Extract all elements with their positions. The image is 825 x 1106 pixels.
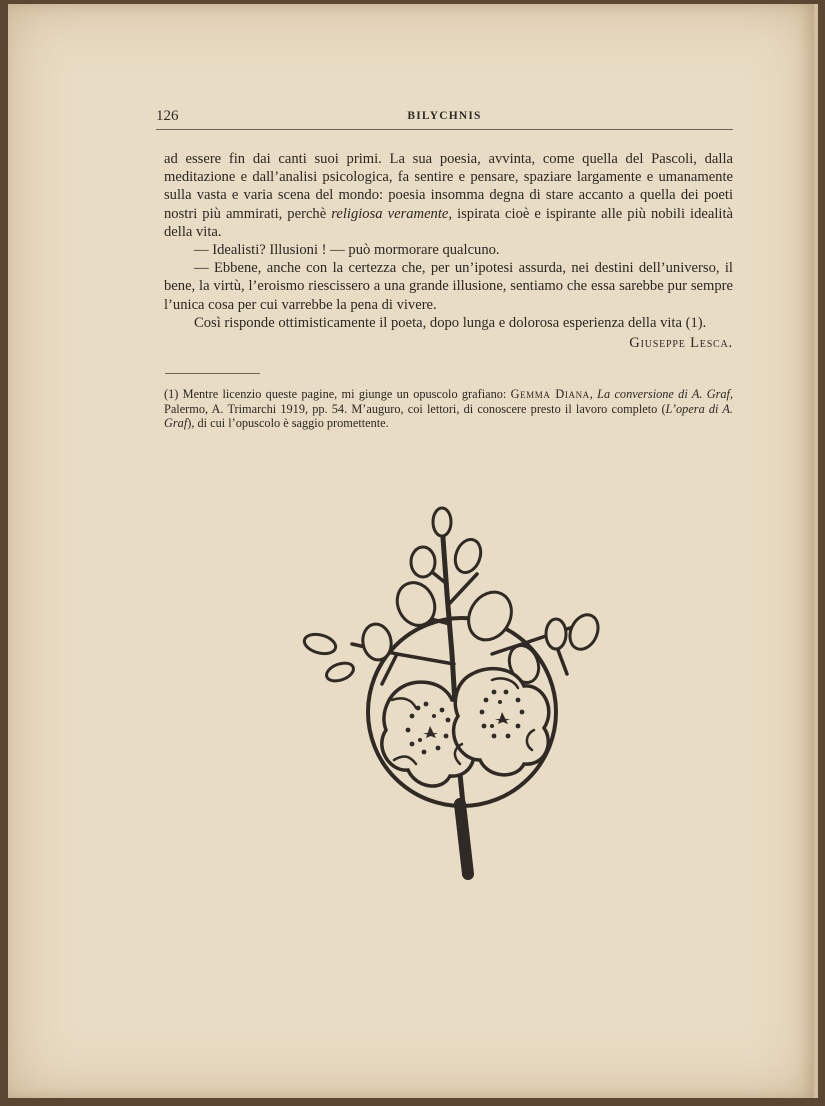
paragraph-4: Così risponde ottimisticamente il poeta, dopo lunga e dolorosa esperienza della vita (1). <box>194 314 707 331</box>
footnote-text-1: (1) Mentre licenzio queste pagine, mi giunge un opuscolo grafiano: <box>164 387 511 401</box>
author-signature: Giuseppe Lesca. <box>629 335 733 352</box>
header-rule <box>156 129 733 130</box>
page-header <box>156 108 733 128</box>
page-number: 126 <box>156 108 179 124</box>
blossom-branch-icon <box>292 504 612 884</box>
paragraph-2: — Idealisti? Illusioni ! — può mormorare qualcuno. <box>194 242 500 259</box>
paragraph-1-text: ad essere fin dai canti suoi primi. La sua poesia, avvinta, come quella del Pascoli, dalla meditazione e dall’analisi psicologica, fa sentire e pensare, spaziare largamente e umanamente sulla vasta e varia scena del mondo: poesia insomma degna di stare accanto a quella dei poeti nostri più ammirati, perchè <box>164 151 733 222</box>
footnote <box>164 387 733 431</box>
paragraph-3: — Ebbene, anche con la certezza che, per un’ipotesi assurda, nei destini dell’universo, il bene, la virtù, l’eroismo riescissero a una grande illusione, sentiamo che essa sarebbe pur sempre l’unica cosa per cui varrebbe la pena di vivere. <box>164 260 733 313</box>
book-page <box>8 4 818 1098</box>
footnote-author: Gemma Diana <box>510 387 590 401</box>
footnote-rule <box>165 373 260 374</box>
footnote-title-2: L’opera di A. Graf <box>164 401 734 430</box>
paragraph-1-end: , ispirata cioè e ispirante alle più nobili idealità della vita. <box>164 205 733 240</box>
running-head: BILYCHNIS <box>407 110 482 122</box>
paragraph-1-emphasis: religiosa veramente <box>331 205 449 222</box>
footnote-title-1: La conversione di A. Graf <box>597 387 730 401</box>
footnote-text-2: , <box>589 387 598 401</box>
body-text <box>164 150 733 352</box>
paragraph-1 <box>164 150 733 241</box>
footnote-text-3: , Palermo, A. Trimarchi 1919, pp. 54. M’auguro, coi lettori, di conoscere presto il lavoro completo ( <box>164 387 734 416</box>
footnote-text-4: ), di cui l’opuscolo è saggio promettente. <box>187 416 389 430</box>
